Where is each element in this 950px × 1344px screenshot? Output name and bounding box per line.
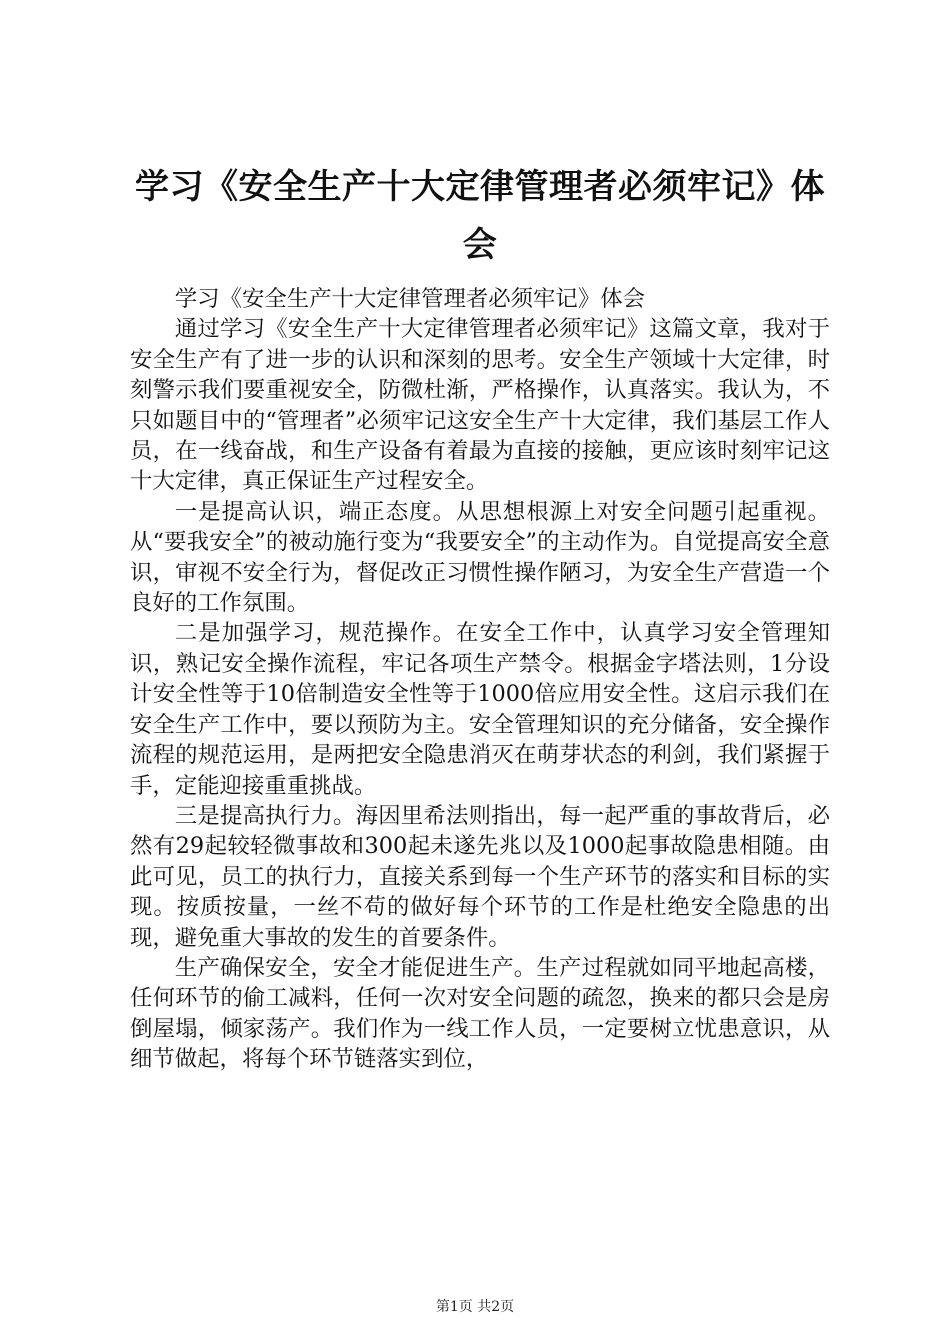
body-paragraph-point-three: 三是提高执行力。海因里希法则指出，每一起严重的事故背后，必然有29起较轻微事故和300起未遂先兆以及1000起事故隐患相随。由此可见，员工的执行力，直接关系到每一个生产环节的落实和目标的实现。按质按量，一丝不苟的做好每个环节的工作是杜绝安全隐患的出现，避免重大事故的发生的首要条件。 — [130, 802, 830, 951]
page-number-footer: 第1页 共2页 — [435, 1299, 515, 1315]
body-paragraph-intro: 通过学习《安全生产十大定律管理者必须牢记》这篇文章，我对于安全生产有了进一步的认识和深刻的思考。安全生产领域十大定律，时刻警示我们要重视安全，防微杜渐，严格操作，认真落实。我认为，不只如题目中的“管理者”必须牢记这安全生产十大定律，我们基层工作人员，在一线奋战，和生产设备有着最为直接的接触，更应该时刻牢记这十大定律，真正保证生产过程安全。 — [130, 316, 830, 495]
body-paragraph-subtitle: 学习《安全生产十大定律管理者必须牢记》体会 — [174, 286, 645, 312]
body-paragraph-point-one: 一是提高认识，端正态度。从思想根源上对安全问题引起重视。从“要我安全”的被动施行变为“我要安全”的主动作为。自觉提高安全意识，审视不安全行为，督促改正习惯性操作陋习，为安全生产营造一个良好的工作氛围。 — [130, 498, 830, 617]
document-body — [130, 284, 830, 1075]
body-paragraph-conclusion: 生产确保安全，安全才能促进生产。生产过程就如同平地起高楼，任何环节的偷工减料，任何一次对安全问题的疏忽，换来的都只会是房倒屋塌，倾家荡产。我们作为一线工作人员，一定要树立忧患意识，从细节做起，将每个环节链落实到位， — [130, 954, 830, 1073]
body-paragraph-point-two: 二是加强学习，规范操作。在安全工作中，认真学习安全管理知识，熟记安全操作流程，牢记各项生产禁令。根据金字塔法则，1分设计安全性等于10倍制造安全性等于1000倍应用安全性。这启示我们在安全生产工作中，要以预防为主。安全管理知识的充分储备，安全操作流程的规范运用，是两把安全隐患消灭在萌芽状态的利剑，我们紧握于手，定能迎接重重挑战。 — [130, 620, 830, 799]
document-title: 学习《安全生产十大定律管理者必须牢记》体会 — [135, 167, 825, 265]
document-page — [130, 158, 830, 1075]
